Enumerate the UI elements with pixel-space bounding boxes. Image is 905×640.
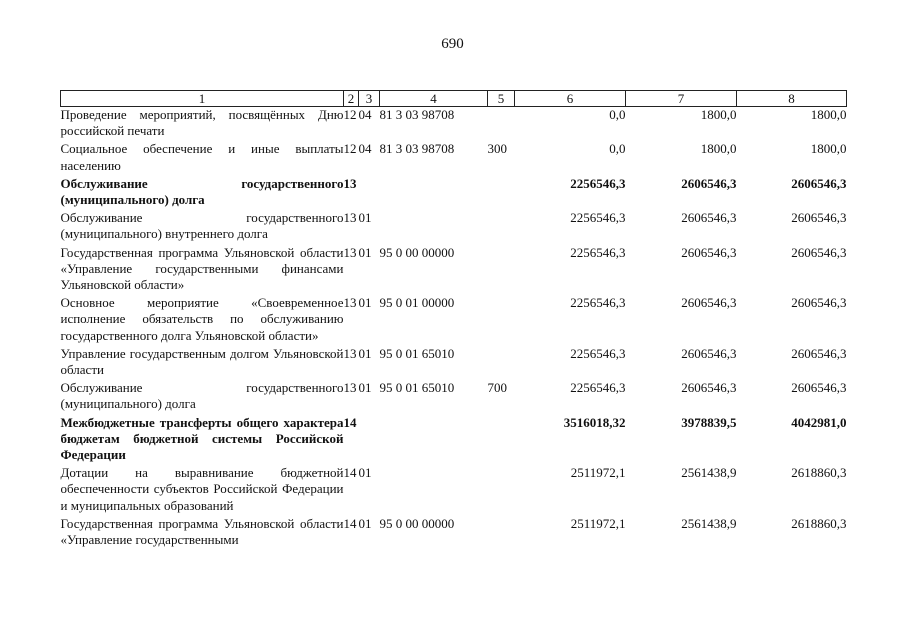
section-code-cell: 12	[343, 141, 357, 157]
row-name-cell: Социальное обеспечение и иные выплаты населению	[60, 141, 344, 173]
row-name-cell: Государственная программа Ульяновской области «Управление государственными	[60, 515, 344, 548]
table-row	[61, 415, 847, 466]
row-name-cell: Управление государственным долгом Ульяновской области	[60, 345, 344, 378]
section-code-cell: 14	[343, 465, 357, 481]
amount-year-3-cell: 2618860,3	[791, 515, 847, 531]
section-code-cell: 13	[343, 210, 357, 226]
target-article-cell: 95 0 01 65010	[379, 380, 455, 396]
amount-year-2-cell: 2606546,3	[681, 244, 737, 260]
expense-type-cell	[488, 107, 515, 142]
expense-type-cell: 300	[487, 141, 507, 157]
expense-type-cell	[488, 210, 515, 244]
expense-type-cell	[488, 176, 515, 210]
subsection-code-cell: 04	[358, 107, 372, 122]
amount-year-2-cell: 3978839,5	[681, 414, 737, 430]
table-row	[61, 346, 847, 380]
table-row	[61, 245, 847, 296]
section-code-cell: 14	[343, 515, 357, 531]
amount-year-2-cell: 2606546,3	[681, 175, 737, 191]
amount-year-1-cell: 0,0	[609, 107, 626, 122]
table-row	[61, 516, 847, 550]
subsection-code-cell: 01	[358, 295, 372, 311]
table-row	[61, 210, 847, 244]
row-name-cell: Проведение мероприятий, посвящённых Дню российской печати	[60, 107, 344, 139]
row-name-cell: Межбюджетные трансферты общего характера бюджетам бюджетной системы Российской Федерации	[60, 414, 344, 463]
expense-type-cell	[488, 346, 515, 380]
table-row	[61, 176, 847, 210]
target-article-cell: 81 3 03 98708	[379, 141, 455, 157]
amount-year-1-cell: 2256546,3	[570, 244, 626, 260]
table-row	[61, 380, 847, 414]
amount-year-2-cell: 1800,0	[700, 107, 737, 122]
amount-year-1-cell: 2256546,3	[570, 210, 626, 226]
header-cell-4: 4	[380, 91, 488, 107]
amount-year-3-cell: 1800,0	[810, 107, 847, 122]
section-code-cell: 13	[343, 244, 357, 260]
amount-year-1-cell: 2511972,1	[570, 515, 626, 531]
header-cell-1: 1	[61, 91, 344, 107]
target-article-cell	[380, 176, 488, 210]
header-row	[61, 91, 847, 107]
amount-year-3-cell: 2606546,3	[791, 345, 847, 361]
subsection-code-cell	[359, 415, 380, 466]
subsection-code-cell	[359, 176, 380, 210]
expense-type-cell: 700	[487, 380, 507, 396]
expense-type-cell	[488, 415, 515, 466]
amount-year-2-cell: 2606546,3	[681, 345, 737, 361]
row-name-cell: Основное мероприятие «Своевременное исполнение обязательств по обслуживанию государственного долга Ульяновской области»	[60, 295, 344, 343]
subsection-code-cell: 01	[358, 380, 372, 396]
section-code-cell: 13	[343, 295, 357, 311]
subsection-code-cell: 04	[358, 141, 372, 157]
subsection-code-cell: 01	[358, 515, 372, 531]
amount-year-2-cell: 2561438,9	[681, 515, 737, 531]
header-cell-8: 8	[737, 91, 847, 107]
amount-year-3-cell: 2606546,3	[791, 380, 847, 396]
expense-type-cell	[488, 465, 515, 516]
amount-year-2-cell: 1800,0	[700, 141, 737, 157]
expense-type-cell	[488, 245, 515, 296]
amount-year-2-cell: 2561438,9	[681, 465, 737, 481]
amount-year-3-cell: 4042981,0	[791, 414, 847, 430]
amount-year-3-cell: 2618860,3	[791, 465, 847, 481]
amount-year-2-cell: 2606546,3	[681, 210, 737, 226]
header-cell-5: 5	[488, 91, 515, 107]
subsection-code-cell: 01	[358, 244, 372, 260]
section-code-cell: 13	[343, 380, 357, 396]
target-article-cell: 95 0 00 00000	[379, 515, 455, 531]
amount-year-1-cell: 2256546,3	[570, 345, 626, 361]
amount-year-3-cell: 2606546,3	[791, 244, 847, 260]
target-article-cell: 95 0 00 00000	[379, 244, 455, 260]
amount-year-1-cell: 0,0	[609, 141, 626, 157]
target-article-cell: 95 0 01 00000	[379, 295, 455, 311]
row-name-cell: Обслуживание государственного (муниципального) долга	[60, 380, 344, 412]
header-cell-2: 2	[344, 91, 359, 107]
amount-year-2-cell: 2606546,3	[681, 380, 737, 396]
amount-year-1-cell: 2511972,1	[570, 465, 626, 481]
section-code-cell: 12	[343, 107, 357, 122]
subsection-code-cell: 01	[358, 465, 372, 481]
amount-year-2-cell: 2606546,3	[681, 295, 737, 311]
amount-year-3-cell: 1800,0	[810, 141, 847, 157]
page-number: 690	[441, 36, 464, 52]
amount-year-1-cell: 3516018,32	[563, 414, 626, 430]
amount-year-1-cell: 2256546,3	[570, 295, 626, 311]
subsection-code-cell: 01	[358, 345, 372, 361]
amount-year-3-cell: 2606546,3	[791, 175, 847, 191]
budget-table	[60, 90, 847, 550]
section-code-cell: 13	[343, 345, 357, 361]
amount-year-1-cell: 2256546,3	[570, 175, 626, 191]
expense-type-cell	[488, 516, 515, 550]
target-article-cell: 81 3 03 98708	[379, 107, 455, 122]
table-row	[61, 465, 847, 516]
target-article-cell	[380, 415, 488, 466]
row-name-cell: Обслуживание государственного (муниципального) внутреннего долга	[60, 210, 344, 242]
subsection-code-cell: 01	[358, 210, 372, 226]
row-name-cell: Государственная программа Ульяновской области «Управление государственными финансами Ульяновской области»	[60, 244, 344, 293]
target-article-cell	[380, 210, 488, 244]
table-row	[61, 295, 847, 346]
target-article-cell	[380, 465, 488, 516]
expense-type-cell	[488, 295, 515, 346]
amount-year-3-cell: 2606546,3	[791, 295, 847, 311]
table-body	[61, 107, 847, 551]
amount-year-3-cell: 2606546,3	[791, 210, 847, 226]
section-code-cell: 14	[343, 414, 357, 430]
target-article-cell: 95 0 01 65010	[379, 345, 455, 361]
table-row	[61, 107, 847, 142]
section-code-cell: 13	[343, 175, 357, 191]
header-cell-3: 3	[359, 91, 380, 107]
table-row	[61, 141, 847, 175]
row-name-cell: Дотации на выравнивание бюджетной обеспеченности субъектов Российской Федерации и муниципальных образований	[60, 465, 344, 513]
header-cell-7: 7	[626, 91, 737, 107]
amount-year-1-cell: 2256546,3	[570, 380, 626, 396]
row-name-cell: Обслуживание государственного (муниципального) долга	[60, 175, 344, 208]
header-cell-6: 6	[515, 91, 626, 107]
